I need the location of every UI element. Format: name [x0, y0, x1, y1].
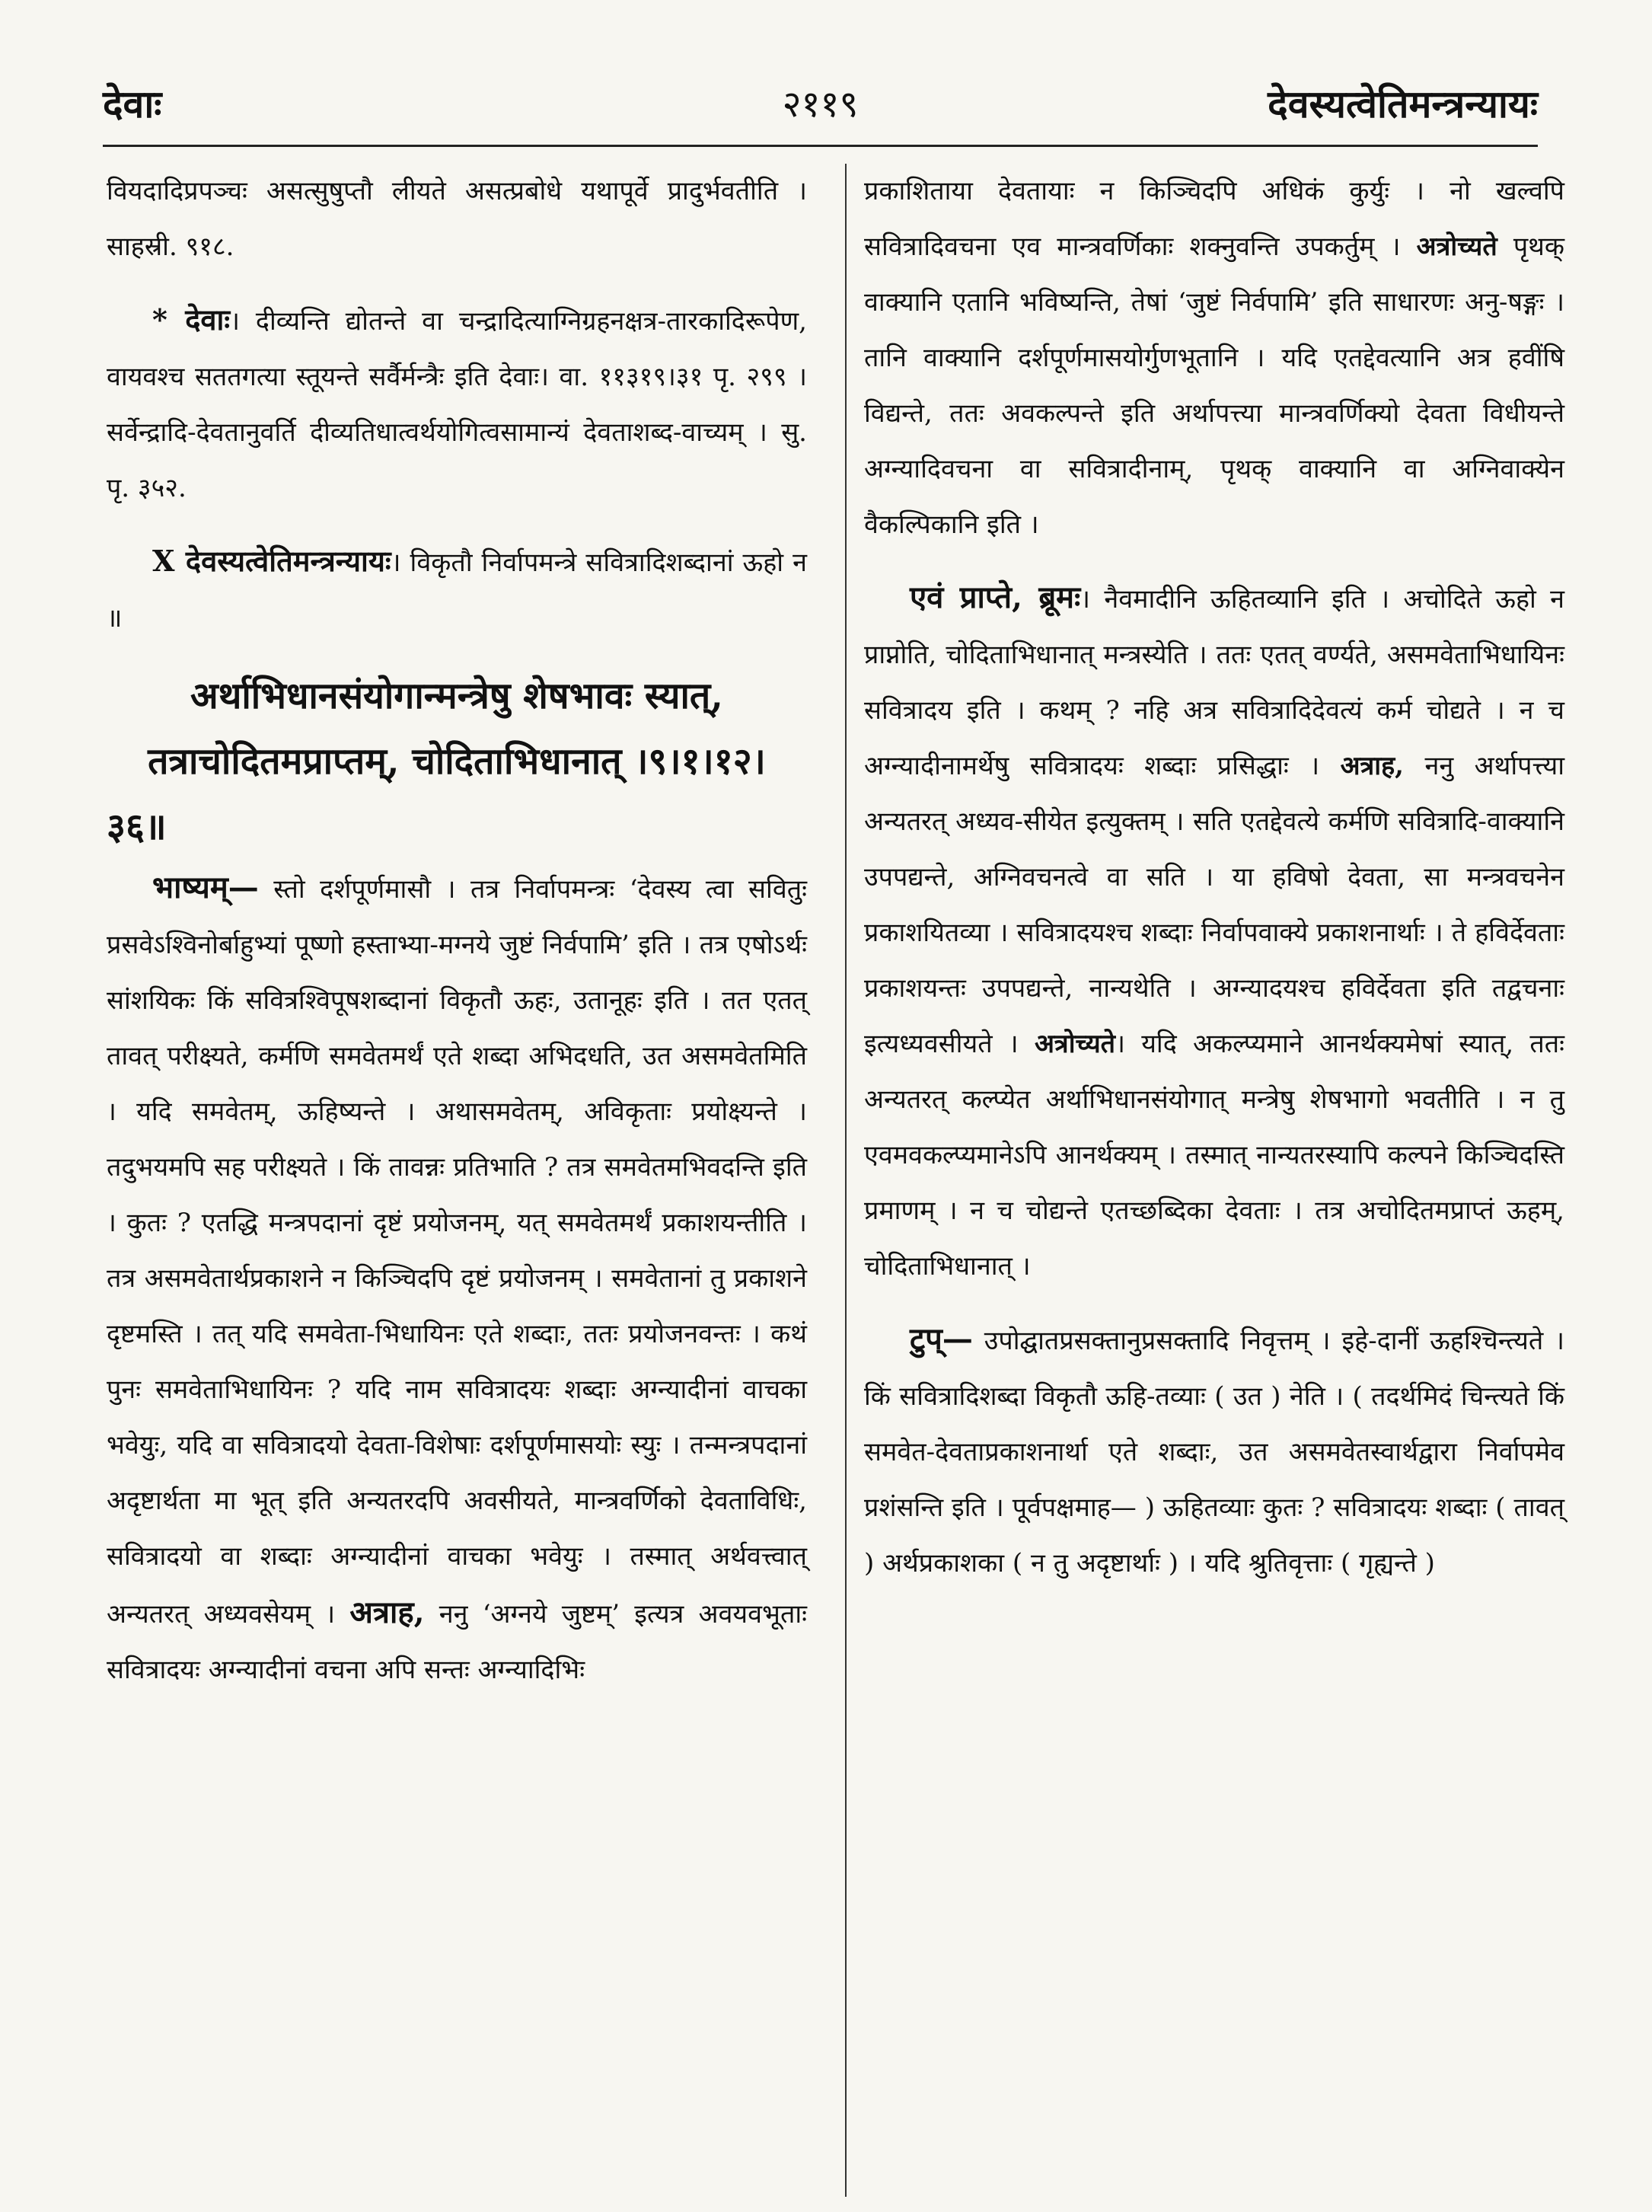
right-paragraph-3 [864, 1311, 1564, 1591]
atraha-2: अत्राह, [1340, 751, 1405, 781]
right-p1b-text: पृथक् वाक्यानि एतानि भविष्यन्ति, तेषां ‘जुष्टं निर्वपामि’ इति साधारणः अनु-षङ्गः । तानि वाक्यानि दर्शपूर्णमासयोर्गुणभूतानि । यदि एतद्देवत्यानि अत्र हवींषि विद्यन्ते, ततः अवकल्पन्ते इति अर्थापत्त्या मान्त्रवर्णिक्यो देवता विधीयन्ते अग्न्यादिवचना वा सवित्रादीनाम्, पृथक् वाक्यानि वा अग्निवाक्येन वैकल्पिकानि इति । [864, 231, 1564, 540]
sutra-line-1: अर्थाभिधानसंयोगान्मन्त्रेषु शेषभावः स्यात्, [190, 675, 723, 717]
page-number: २११९ [782, 82, 859, 126]
atrochyate-1: अत्रोच्यते [1416, 231, 1497, 262]
bhashya-paragraph [107, 860, 807, 1698]
devah-text: । दीव्यन्ति द्योतन्ते वा चन्द्रादित्याग्निग्रहनक्षत्र-तारकादिरूपेण, वायवश्च सततगत्या स्तूयन्ते सर्वैर्मन्त्रैः इति देवाः। वा. ११३१९।३१ पृ. २९९ । सर्वेन्द्रादि-देवतानुवर्ति दीव्यतिधात्वर्थयोगित्वसामान्यं देवताशब्द-वाच्यम् । सु. पृ. ३५२. [107, 306, 807, 503]
bhashya-lead: भाष्यम्— [152, 870, 259, 905]
nyaya-entry [107, 533, 807, 646]
bhashya-text: स्तो दर्शपूर्णमासौ । तत्र निर्वापमन्त्रः ‘देवस्य त्वा सवितुः प्रसवेऽश्विनोर्बाहुभ्यां पूष्णो हस्ताभ्या-मग्नये जुष्टं निर्वपामि’ इति । तत्र एषोऽर्थः सांशयिकः किं सवित्रश्विपूषशब्दानां विकृतौ ऊहः, उतानूहः इति । तत एतत् तावत् परीक्ष्यते, कर्मणि समवेतमर्थं एते शब्दा अभिदधति, उत असमवेतमिति । यदि समवेतम्, ऊहिष्यन्ते । अथासमवेतम्, अविकृताः प्रयोक्ष्यन्ते । तदुभयमपि सह परीक्ष्यते । किं तावन्नः प्रतिभाति ? तत्र समवेतमभिवदन्ति इति । कुतः ? एतद्धि मन्त्रपदानां दृष्टं प्रयोजनम्, यत् समवेतमर्थं प्रकाशयन्तीति । तत्र असमवेतार्थप्रकाशने न किञ्चिदपि दृष्टं प्रयोजनम् । समवेतानां तु प्रकाशने दृष्टमस्ति । तत् यदि समवेता-भिधायिनः एते शब्दाः, ततः प्रयोजनवन्तः । कथं पुनः समवेताभिधायिनः ? यदि नाम सवित्रादयः शब्दाः अग्न्यादीनां वाचका भवेयुः, यदि वा सवित्रादयो देवता-विशेषाः दर्शपूर्णमासयोः स्युः । तन्मन्त्रपदानां अदृष्टार्थता मा भूत् इति अन्यतरदपि अवसीयते, मान्त्रवर्णिको देवताविधिः, सवित्रादयो वा शब्दाः अग्न्यादीनां वाचका भवेयुः । तस्मात् अर्थवत्त्वात् अन्यतरत् अध्यवसेयम् । [107, 874, 808, 1629]
nyaya-headword: X देवस्यत्वेतिमन्त्रन्यायः [152, 544, 391, 578]
tup-lead: टुप्— [910, 1321, 973, 1357]
left-paragraph-1: वियदादिप्रपञ्चः असत्सुषुप्तौ लीयते असत्प्रबोधे यथापूर्वे प्रादुर्भवतीति । साहस्री. ९१८. [107, 176, 807, 262]
devah-headword: * देवाः [152, 302, 231, 337]
right-paragraph-1 [864, 164, 1564, 553]
column-divider [845, 164, 847, 2197]
right-p1-text: प्रकाशिताया देवतायाः न किञ्चिदपि अधिकं कुर्युः । नो खल्वपि सवित्रादिवचना एव मान्त्रवर्णिकाः शक्नुवन्ति उपकर्तुम् । [864, 176, 1564, 262]
right-p3-text: उपोद्घातप्रसक्तानुप्रसक्तादि निवृत्तम् । इहे-दानीं ऊहश्चिन्त्यते । किं सवित्रादिशब्दा विकृतौ ऊहि-तव्याः ( उत ) नेति । ( तदर्थमिदं चिन्त्यते किं समवेत-देवताप्रकाशनार्था एते शब्दाः, उत असमवेतस्वार्थद्वारा निर्वापमेव प्रशंसन्ति इति । पूर्वपक्षमाह— ) ऊहितव्याः कुतः ? सवित्रादयः शब्दाः ( तावत् ) अर्थप्रकाशका ( न तु अदृष्टार्थाः ) । यदि श्रुतिवृत्ताः ( गृह्यन्ते ) [864, 1326, 1564, 1578]
right-paragraph-2 [864, 570, 1564, 1294]
atrochyate-2: अत्रोच्यते [1034, 1029, 1116, 1059]
header-rule [103, 145, 1538, 147]
sutra-block [107, 663, 807, 860]
evam-lead: एवं प्राप्ते, ब्रूमः [910, 579, 1081, 615]
header-left-keyword: देवाः [103, 81, 162, 126]
right-p2-text: । नैवमादीनि ऊहितव्यानि इति । अचोदिते ऊहो न प्राप्नोति, चोदिताभिधानात् मन्त्रस्येति । ततः एतत् वर्ण्यते, असमवेताभिधायिनः सवित्रादय इति । कथम् ? नहि अत्र सवित्रादिदेवत्यं कर्म चोद्यते । न च अग्न्यादीनामर्थेषु सवित्रादयः शब्दाः प्रसिद्धाः । [864, 584, 1565, 781]
right-p2b-text: ननु अर्थापत्त्या अन्यतरत् अध्यव-सीयेत इत्युक्तम् । सति एतद्देवत्ये कर्मणि सवित्रादि-वाक्यानि उपपद्यन्ते, अग्निवचनत्वे वा सति । या हविषो देवता, सा मन्त्रवचनेन प्रकाशयितव्या । सवित्रादयश्च शब्दाः निर्वापवाक्ये प्रकाशनार्थाः । ते हविर्देवताः प्रकाशयन्तः उपपद्यन्ते, नान्यथेति । अग्न्यादयश्च हविर्देवता इति तद्वचनाः इत्यध्यवसीयते । [864, 751, 1564, 1059]
sutra-line-3: ३६॥ [107, 806, 167, 848]
left-column [107, 164, 807, 2197]
atraha-text: ननु ‘अग्नये जुष्टम्’ इत्यत्र अवयवभूताः सवित्रादयः अग्न्यादीनां वचना अपि सन्तः अग्न्यादिभिः [107, 1599, 807, 1685]
atraha-lead: अत्राह, [349, 1594, 425, 1630]
header-right-keyword: देवस्यत्वेतिमन्त्रन्यायः [1268, 81, 1538, 126]
nyaya-text: । विकृतौ निर्वापमन्त्रे सवित्रादिशब्दानां ऊहो न ॥ [107, 547, 807, 634]
right-p2c-text: । यदि अकल्प्यमाने आनर्थक्यमेषां स्यात्, ततः अन्यतरत् कल्प्येत अर्थाभिधानसंयोगात् मन्त्रेषु शेषभागो भवतीति । न तु एवमवकल्प्यमानेऽपि आनर्थक्यम् । तस्मात् नान्यतरस्यापि कल्पने किञ्चिदस्ति प्रमाणम् । न च चोद्यन्ते एतच्छब्दिका देवताः । तत्र अचोदितमप्राप्तं ऊहम्, चोदिताभिधानात् । [864, 1029, 1564, 1282]
sutra-line-2: तत्राचोदितमप्राप्तम्, चोदिताभिधानात् ।९।१।१२। [148, 740, 766, 783]
right-column [864, 164, 1564, 2197]
devah-entry [107, 292, 807, 516]
page-header [103, 65, 1538, 141]
